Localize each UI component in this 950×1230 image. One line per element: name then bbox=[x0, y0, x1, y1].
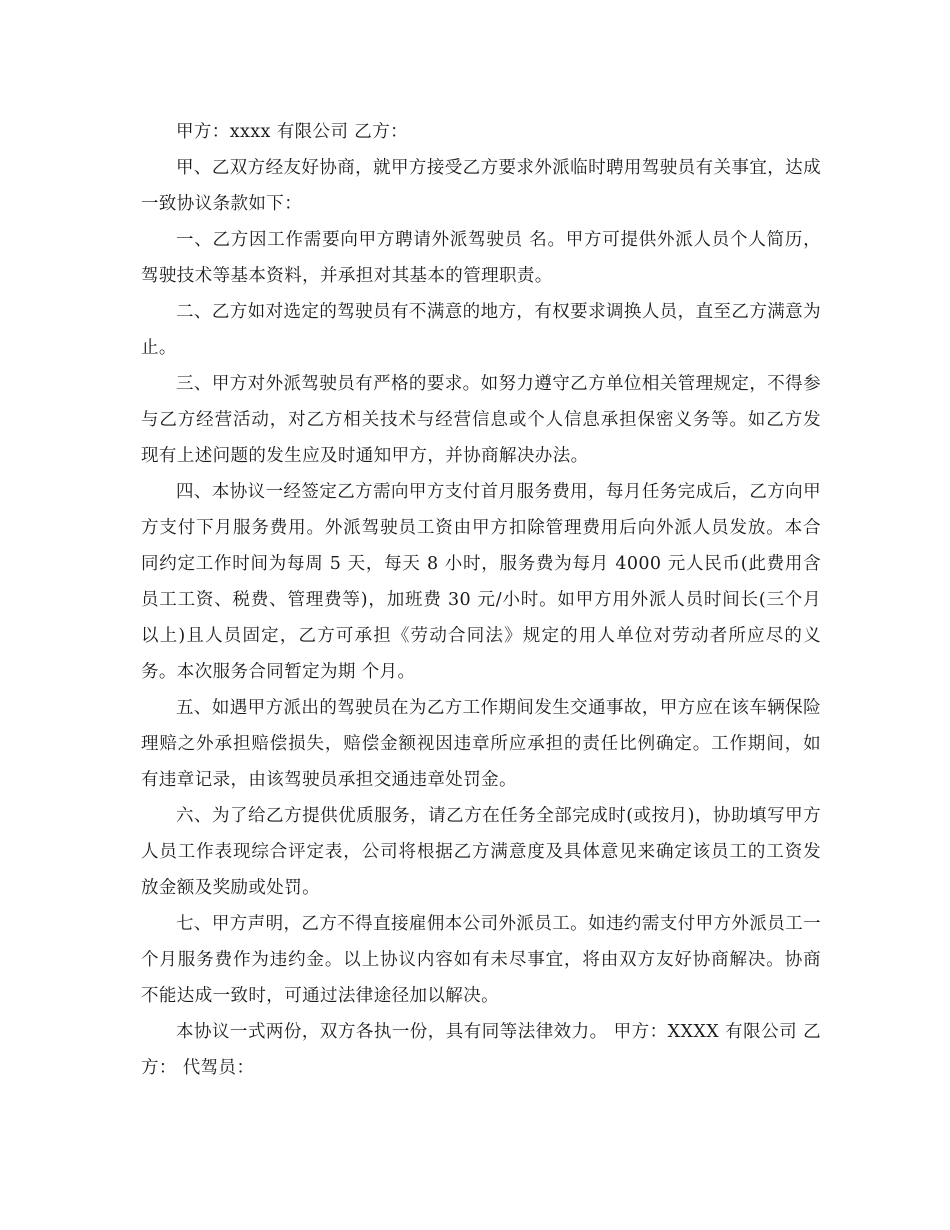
closing-signature-paragraph: 本协议一式两份，双方各执一份，具有同等法律效力。 甲方：XXXX 有限公司 乙方： 代驾员： bbox=[141, 1022, 821, 1078]
clause-2: 二、乙方如对选定的驾驶员有不满意的地方，有权要求调换人员，直至乙方满意为止。 bbox=[141, 302, 821, 358]
clause-3: 三、甲方对外派驾驶员有严格的要求。如努力遵守乙方单位相关管理规定，不得参与乙方经营活动，对乙方相关技术与经营信息或个人信息承担保密义务等。如乙方发现有上述问题的发生应及时通知甲方，并协商解决办法。 bbox=[141, 374, 821, 466]
clause-5: 五、如遇甲方派出的驾驶员在为乙方工作期间发生交通事故，甲方应在该车辆保险理赔之外承担赔偿损失，赔偿金额视因违章所应承担的责任比例确定。工作期间，如有违章记录，由该驾驶员承担交通违章处罚金。 bbox=[141, 698, 821, 790]
preamble-paragraph: 甲、乙双方经友好协商，就甲方接受乙方要求外派临时聘用驾驶员有关事宜，达成一致协议条款如下： bbox=[141, 158, 821, 214]
clause-4: 四、本协议一经签定乙方需向甲方支付首月服务费用，每月任务完成后，乙方向甲方支付下月服务费用。外派驾驶员工资由甲方扣除管理费用后向外派人员发放。本合同约定工作时间为每周 5 天，每天 8 小时，服务费为每月 4000 元人民币(此费用含员工工资、税费、管理费等)，加班费 30 元/小时。如甲方用外派人员时间长(三个月以上)且人员固定，乙方可承担《劳动合同法》规定的用人单位对劳动者所应尽的义务。本次服务合同暂定为期 个月。 bbox=[141, 482, 821, 682]
contract-document bbox=[141, 114, 821, 1086]
clause-1: 一、乙方因工作需要向甲方聘请外派驾驶员 名。甲方可提供外派人员个人简历，驾驶技术等基本资料，并承担对其基本的管理职责。 bbox=[141, 230, 821, 286]
clause-7: 七、甲方声明，乙方不得直接雇佣本公司外派员工。如违约需支付甲方外派员工一个月服务费作为违约金。以上协议内容如有未尽事宜，将由双方友好协商解决。协商不能达成一致时，可通过法律途径加以解决。 bbox=[141, 914, 821, 1006]
clause-6: 六、为了给乙方提供优质服务，请乙方在任务全部完成时(或按月)，协助填写甲方人员工作表现综合评定表，公司将根据乙方满意度及具体意见来确定该员工的工资发放金额及奖励或处罚。 bbox=[141, 806, 821, 898]
party-header: 甲方：xxxx 有限公司 乙方： bbox=[176, 122, 409, 142]
